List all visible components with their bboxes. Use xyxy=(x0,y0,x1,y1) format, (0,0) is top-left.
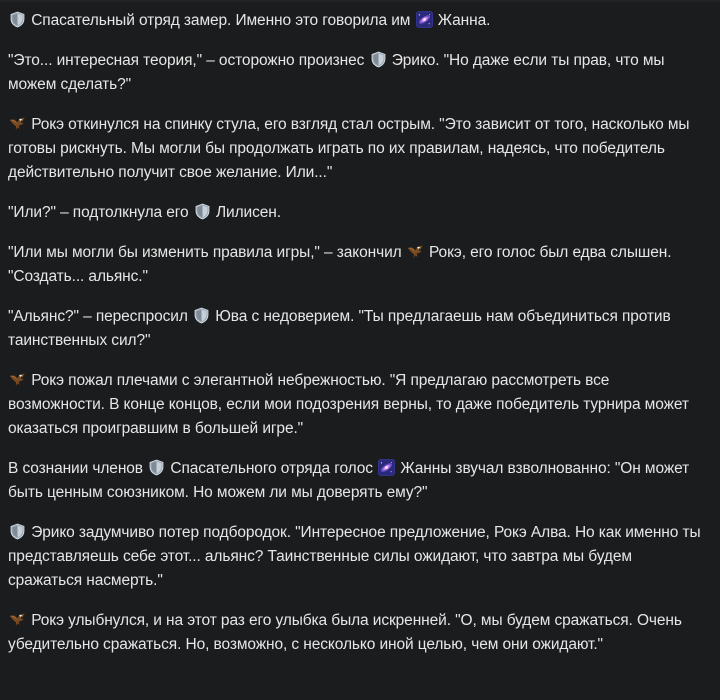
story-paragraph xyxy=(8,113,710,185)
text-segment: Рокэ улыбнулся, и на этот раз его улыбка была искренней. "О, мы будем сражаться. Очень убедительно сражаться. Но, возможно, с несколько иной целью, чем они ожидают." xyxy=(8,612,682,653)
top-divider xyxy=(0,0,720,2)
eagle-icon xyxy=(9,115,26,132)
galaxy-icon xyxy=(378,459,395,476)
story-paragraph xyxy=(8,609,710,657)
shield-icon xyxy=(148,459,165,476)
text-segment: "Или?" – подтолкнула его xyxy=(8,204,193,221)
text-segment: Рокэ откинулся на спинку стула, его взгляд стал острым. "Это зависит от того, насколько мы готовы рискнуть. Мы могли бы продолжать играть по их правилам, надеясь, что победитель действительно получит свое желание. Или..." xyxy=(8,116,690,181)
text-segment: "Это... интересная теория," – осторожно произнес xyxy=(8,52,369,69)
text-segment: В сознании членов xyxy=(8,460,148,477)
story-paragraph xyxy=(8,305,710,353)
text-segment: Спасательного отряда голос xyxy=(166,460,378,477)
story-paragraph xyxy=(8,241,710,289)
shield-icon xyxy=(193,307,210,324)
story-paragraph xyxy=(8,49,710,97)
shield-icon xyxy=(9,11,26,28)
story-paragraph xyxy=(8,457,710,505)
shield-icon xyxy=(194,203,211,220)
shield-icon xyxy=(9,523,26,540)
text-segment: Спасательный отряд замер. Именно это говорила им xyxy=(27,12,415,29)
text-segment: Рокэ пожал плечами с элегантной небрежностью. "Я предлагаю рассмотреть все возможности. В конце концов, если мои подозрения верны, то даже победитель турнира может оказаться проигравшим в большей игре." xyxy=(8,372,689,437)
text-segment: "Или мы могли бы изменить правила игры," – закончил xyxy=(8,244,406,261)
story-paragraph xyxy=(8,521,710,593)
eagle-icon xyxy=(407,243,424,260)
story-paragraph xyxy=(8,201,710,225)
text-segment: Лилисен. xyxy=(211,204,281,221)
story-paragraph xyxy=(8,9,710,33)
galaxy-icon xyxy=(416,11,433,28)
story-paragraph xyxy=(8,369,710,441)
text-segment: Рокэ, его голос был едва слышен. "Создать... альянс." xyxy=(8,244,672,285)
text-segment: Эрико задумчиво потер подбородок. "Интересное предложение, Рокэ Алва. Но как именно ты представляешь себе этот... альянс? Таинственные силы ожидают, что завтра мы будем сражаться насмерть." xyxy=(8,524,701,589)
text-segment: Эрико. "Но даже если ты прав, что мы можем сделать?" xyxy=(8,52,665,93)
eagle-icon xyxy=(9,611,26,628)
text-segment: Юва с недоверием. "Ты предлагаешь нам объединиться против таинственных сил?" xyxy=(8,308,671,349)
story-text xyxy=(8,9,710,657)
text-segment: Жанна. xyxy=(433,12,491,29)
eagle-icon xyxy=(9,371,26,388)
text-segment: "Альянс?" – переспросил xyxy=(8,308,193,325)
shield-icon xyxy=(370,51,387,68)
text-segment: Жанны звучал взволнованно: "Он может быть ценным союзником. Но можем ли мы доверять ему?" xyxy=(8,460,690,501)
